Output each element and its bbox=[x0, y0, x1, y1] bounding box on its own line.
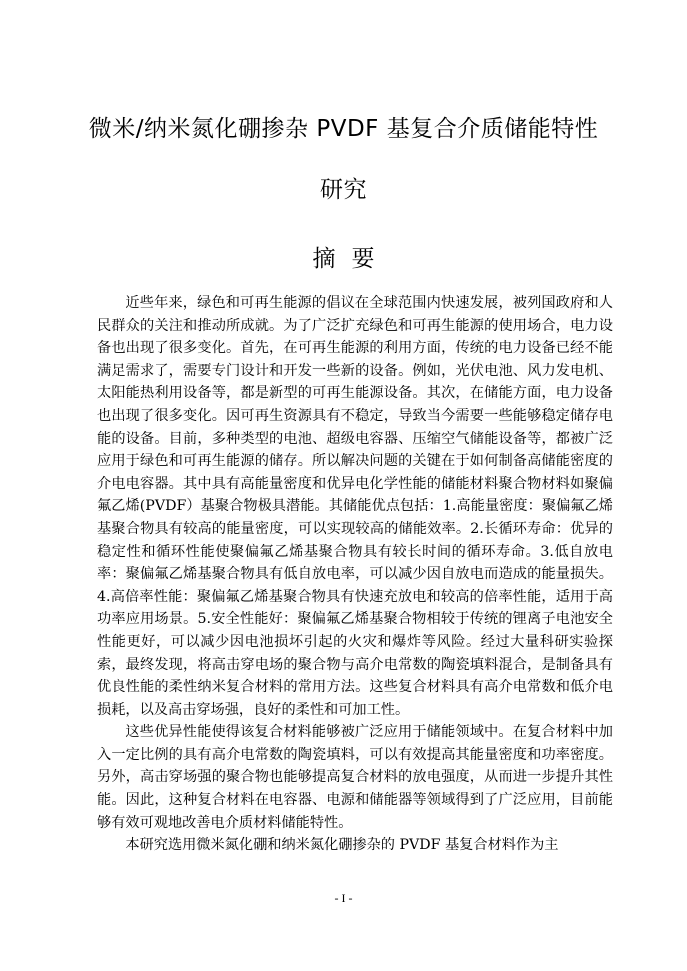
page-number: - I - bbox=[334, 891, 353, 905]
paragraph: 本研究选用微米氮化硼和纳米氮化硼掺杂的 PVDF 基复合材料作为主 bbox=[125, 837, 559, 854]
document-title-line-2: 研究 bbox=[320, 177, 367, 203]
abstract-body bbox=[97, 292, 613, 857]
document-title-line-1: 微米/纳米氮化硼掺杂 PVDF 基复合介质储能特性 bbox=[88, 116, 599, 142]
paragraph: 这些优异性能使得该复合材料能够被广泛应用于储能领域中。在复合材料中加入一定比例的具有高介电常数的陶瓷填料，可以有效提高其能量密度和功率密度。另外，高击穿场强的聚合物也能够提高复合材料的放电强度，从而进一步提升其性能。因此，这种复合材料在电容器、电源和储能器等领域得到了广泛应用，目前能够有效可观地改善电介质材料储能特性。 bbox=[97, 724, 613, 831]
paragraph: 近些年来，绿色和可再生能源的倡议在全球范围内快速发展，被列国政府和人民群众的关注和推动所成就。为了广泛扩充绿色和可再生能源的使用场合，电力设备也出现了很多变化。首先，在可再生能源的利用方面，传统的电力设备已经不能满足需求了，需要专门设计和开发一些新的设备。例如，光伏电池、风力发电机、太阳能热利用设备等，都是新型的可再生能源设备。其次，在储能方面，电力设备也出现了很多变化。因可再生资源具有不稳定，导致当今需要一些能够稳定储存电能的设备。目前，多种类型的电池、超级电容器、压缩空气储能设备等，都被广泛应用于绿色和可再生能源的储存。所以解决问题的关键在于如何制备高储能密度的介电电容器。其中具有高能量密度和优异电化学性能的储能材料聚合物材料如聚偏氟乙烯(PVDF）基聚合物极具潜能。其储能优点包括：1.高能量密度：聚偏氟乙烯基聚合物具有较高的能量密度，可以实现较高的储能效率。2.长循环寿命：优异的稳定性和循环性能使聚偏氟乙烯基聚合物具有较长时间的循环寿命。3.低自放电率：聚偏氟乙烯基聚合物具有低自放电率，可以减少因自放电而造成的能量损失。4.高倍率性能：聚偏氟乙烯基聚合物具有快速充放电和较高的倍率性能，适用于高功率应用场景。5.安全性能好：聚偏氟乙烯基聚合物相较于传统的锂离子电池安全性能更好，可以减少因电池损坏引起的火灾和爆炸等风险。经过大量科研实验探索，最终发现，将高击穿电场的聚合物与高介电常数的陶瓷填料混合，是制备具有优良性能的柔性纳米复合材料的常用方法。这些复合材料具有高介电常数和低介电损耗，以及高击穿场强，良好的柔性和可加工性。 bbox=[97, 295, 613, 718]
abstract-heading: 摘要 bbox=[312, 246, 391, 272]
